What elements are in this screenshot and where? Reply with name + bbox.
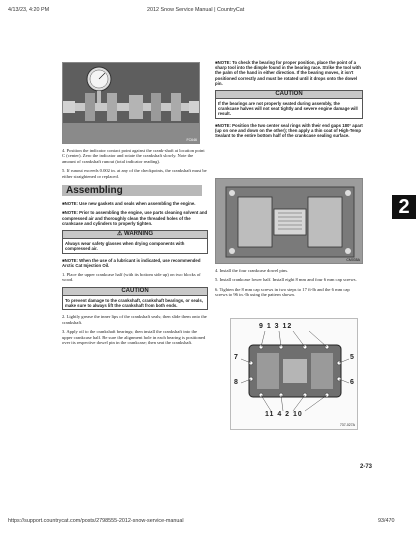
step-5-text: 5. If runout exceeds 0.002 in. at any of the checkpoints, the crankshaft must be either straightened or replaced. [62, 168, 207, 179]
tightening-pattern-diagram [230, 318, 358, 430]
caution-body-bearings: If the bearings are not properly seated during assembly, the crankcase halves will not seat tightly and severe engine damage will result. [218, 100, 358, 117]
section-title-assembling: Assembling [62, 185, 202, 196]
warning-title: ⚠ WARNING [63, 231, 207, 239]
pattern-left-bottom-number: 8 [234, 379, 238, 386]
crankcase-photo [215, 178, 363, 264]
step-3-text: 3. Apply oil to the crankshaft bearings; then install the crankshaft into the upper crankcase half. Be sure the alignment hole in each bearing is positioned over its respective dowel pin in the crankcase; then seat the crankshaft. [62, 329, 206, 346]
right-column-steps [215, 268, 363, 302]
step-5-lower-half: 5. Install crankcase lower half. Install eight 8 mm and four 6 mm cap screws. [215, 277, 357, 283]
header-title: 2012 Snow Service Manual | CountryCat [147, 7, 245, 13]
warning-body: Always wear safety glasses when drying components with compressed air. [65, 240, 185, 251]
pattern-bottom-numbers: 11 4 2 10 [265, 411, 303, 418]
chapter-tab: 2 [392, 195, 416, 219]
pattern-left-top-number: 7 [234, 354, 238, 361]
caution-title: CAUTION [63, 288, 207, 296]
warning-box [62, 230, 208, 254]
footer-url[interactable]: https://support.countrycat.com/posts/2798555-2012-snow-service-manual [8, 518, 184, 524]
step-4-dowel-pins: 4. Install the four crankcase dowel pins. [215, 268, 289, 273]
step-1-text: 1. Place the upper crankcase half (with its bottom side up) on two blocks of wood. [62, 272, 201, 283]
pattern-right-bottom-number: 6 [350, 379, 354, 386]
figure-label-crankcase: CM035A [346, 258, 360, 262]
caution-body: To prevent damage to the crankshaft, crankshaft bearings, or seals, make sure to always lift the crankshaft from both ends. [65, 297, 203, 308]
caution-title-bearings: CAUTION [216, 91, 362, 99]
step-2-text: 2. Lightly grease the inner lips of the crankshaft seals; then slide them onto the crankshaft. [62, 314, 207, 325]
crankcase-illustration [216, 179, 363, 264]
footer-page-count: 93/470 [378, 518, 395, 524]
figure-label-pattern: 737-027A [339, 423, 355, 427]
crankshaft-photo [62, 62, 200, 144]
header-datetime: 4/13/23, 4:20 PM [8, 7, 50, 13]
caution-box [62, 287, 208, 311]
crankshaft-illustration [63, 63, 200, 144]
figure-label: FC646 [186, 138, 197, 142]
note-lubricant: ■NOTE: When the use of a lubricant is indicated, use recommended Arctic Cat Injection Oil. [62, 257, 201, 268]
pattern-right-top-number: 5 [350, 354, 354, 361]
step-4-text: 4. Position the indicator contact point against the crank-shaft at location point C (center). Zero the indicator and rotate the crankshaft slowly. Note the amount of crankshaft runout (total indicator reading). [62, 148, 205, 164]
caution-box-bearings [215, 90, 363, 119]
step-6-tighten: 6. Tighten the 8 mm cap screws in two steps to 17 ft-lb and the 6 mm cap screws to 96 in.-lb using the pattern shown. [215, 286, 350, 298]
pattern-top-numbers: 9 1 3 12 [259, 323, 293, 330]
page-number: 2-73 [360, 464, 373, 470]
left-column [62, 148, 208, 350]
note-bearing-position: ■NOTE: To check the bearing for proper position, place the point of a sharp tool into the dimple found in the bearing race. Strike the tool with the palm of the hand in either direction. If the bearing moves, it isn't positioned correctly and must be rotated until it drops onto the dowel pin. [215, 60, 361, 86]
note-cleaning: ■NOTE: Prior to assembling the engine, use parts cleaning solvent and compressed air and thoroughly clean the threaded holes of the crankcase and cylinders to properly tighten. [62, 210, 208, 226]
note-gaskets: ■NOTE: Use new gaskets and seals when assembling the engine. [62, 201, 196, 207]
right-column-top [215, 60, 363, 142]
note-seal-rings: ■NOTE: Position the two center seal rings with their end gaps 180° apart (up on one and down on the other); then apply a thin coat of High-Temp Sealant to the entire bottom half of the crankcase sealing surface. [215, 122, 363, 139]
